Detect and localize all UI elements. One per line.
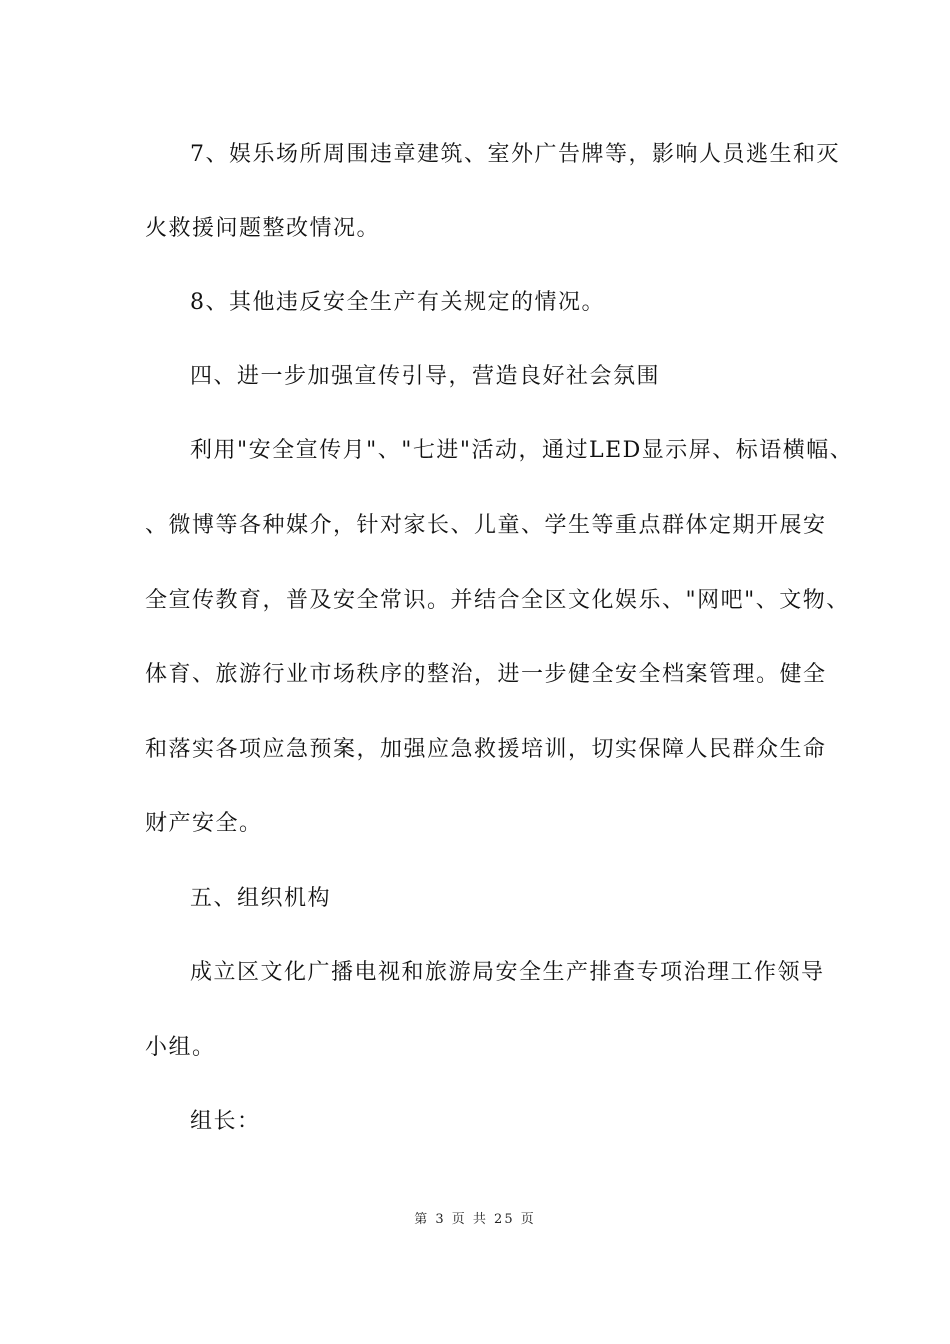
paragraph-item-7-line-2: 火救援问题整改情况。 [145,216,381,241]
paragraph-group-line-1: 成立区文化广播电视和旅游局安全生产排查专项治理工作领导 [190,960,825,985]
section-heading-4: 四、进一步加强宣传引导，营造良好社会氛围 [190,364,661,389]
paragraph-publicity-line-2: 、微博等各种媒介，针对家长、儿童、学生等重点群体定期开展安 [145,513,827,538]
paragraph-item-8: 8、其他违反安全生产有关规定的情况。 [190,290,605,315]
section-heading-5: 五、组织机构 [190,886,332,911]
paragraph-group-line-2: 小组。 [145,1035,216,1060]
paragraph-item-7-line-1: 7、娱乐场所周围违章建筑、室外广告牌等，影响人员逃生和灭 [190,142,840,167]
paragraph-publicity-line-3: 全宣传教育，普及安全常识。并结合全区文化娱乐、"网吧"、文物、 [145,588,850,613]
leader-label: 组长： [190,1109,261,1134]
paragraph-publicity-line-5: 和落实各项应急预案，加强应急救援培训，切实保障人民群众生命 [145,737,827,762]
paragraph-publicity-line-1: 利用"安全宣传月"、"七进"活动，通过LED显示屏、标语横幅、 [190,438,854,463]
paragraph-publicity-line-4: 体育、旅游行业市场秩序的整治，进一步健全安全档案管理。健全 [145,662,827,687]
page-number-footer: 第 3 页 共 25 页 [414,1212,536,1227]
paragraph-publicity-line-6: 财产安全。 [145,811,263,836]
